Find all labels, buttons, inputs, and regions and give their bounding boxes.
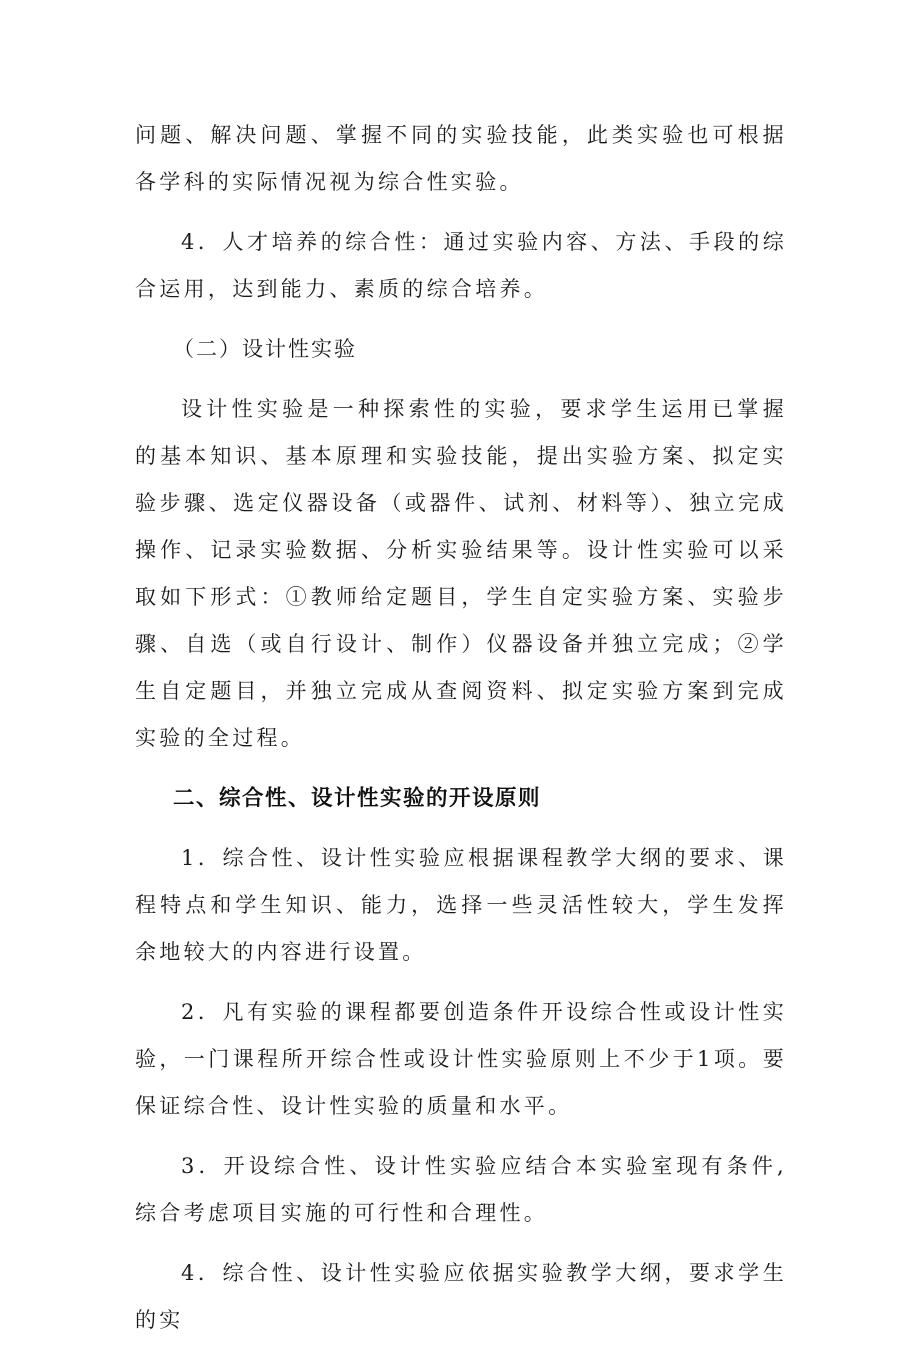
section-heading-principles: 二、综合性、设计性实验的开设原则 [173,786,542,811]
subheading-design-experiment: （二）设计性实验 [173,337,357,361]
paragraph-principle-2: 2．凡有实验的课程都要创造条件开设综合性或设计性实验，一门课程所开综合性或设计性实验原则上不少于1项。要保证综合性、设计性实验的质量和水平。 [135,1000,787,1118]
paragraph-item-4-talent: 4．人才培养的综合性：通过实验内容、方法、手段的综合运用，达到能力、素质的综合培养。 [135,230,787,301]
paragraph-design-experiment: 设计性实验是一种探索性的实验，要求学生运用已掌握的基本知识、基本原理和实验技能，提出实验方案、拟定实验步骤、选定仪器设备（或器件、试剂、材料等）、独立完成操作、记录实验数据、分析实验结果等。设计性实验可以采取如下形式：①教师给定题目，学生自定实验方案、实验步骤、自选（或自行设计、制作）仪器设备并独立完成；②学生自定题目，并独立完成从查阅资料、拟定实验方案到完成实验的全过程。 [135,397,787,750]
paragraph-principle-4: 4．综合性、设计性实验应依据实验教学大纲，要求学生的实 [135,1261,787,1332]
paragraph-principle-1: 1．综合性、设计性实验应根据课程教学大纲的要求、课程特点和学生知识、能力，选择一些灵活性较大，学生发挥余地较大的内容进行设置。 [135,846,787,964]
paragraph-continuation: 问题、解决问题、掌握不同的实验技能，此类实验也可根据各学科的实际情况视为综合性实验。 [135,123,787,194]
paragraph-principle-3: 3．开设综合性、设计性实验应结合本实验室现有条件,综合考虑项目实施的可行性和合理性。 [135,1154,787,1225]
document-body [135,112,787,1357]
